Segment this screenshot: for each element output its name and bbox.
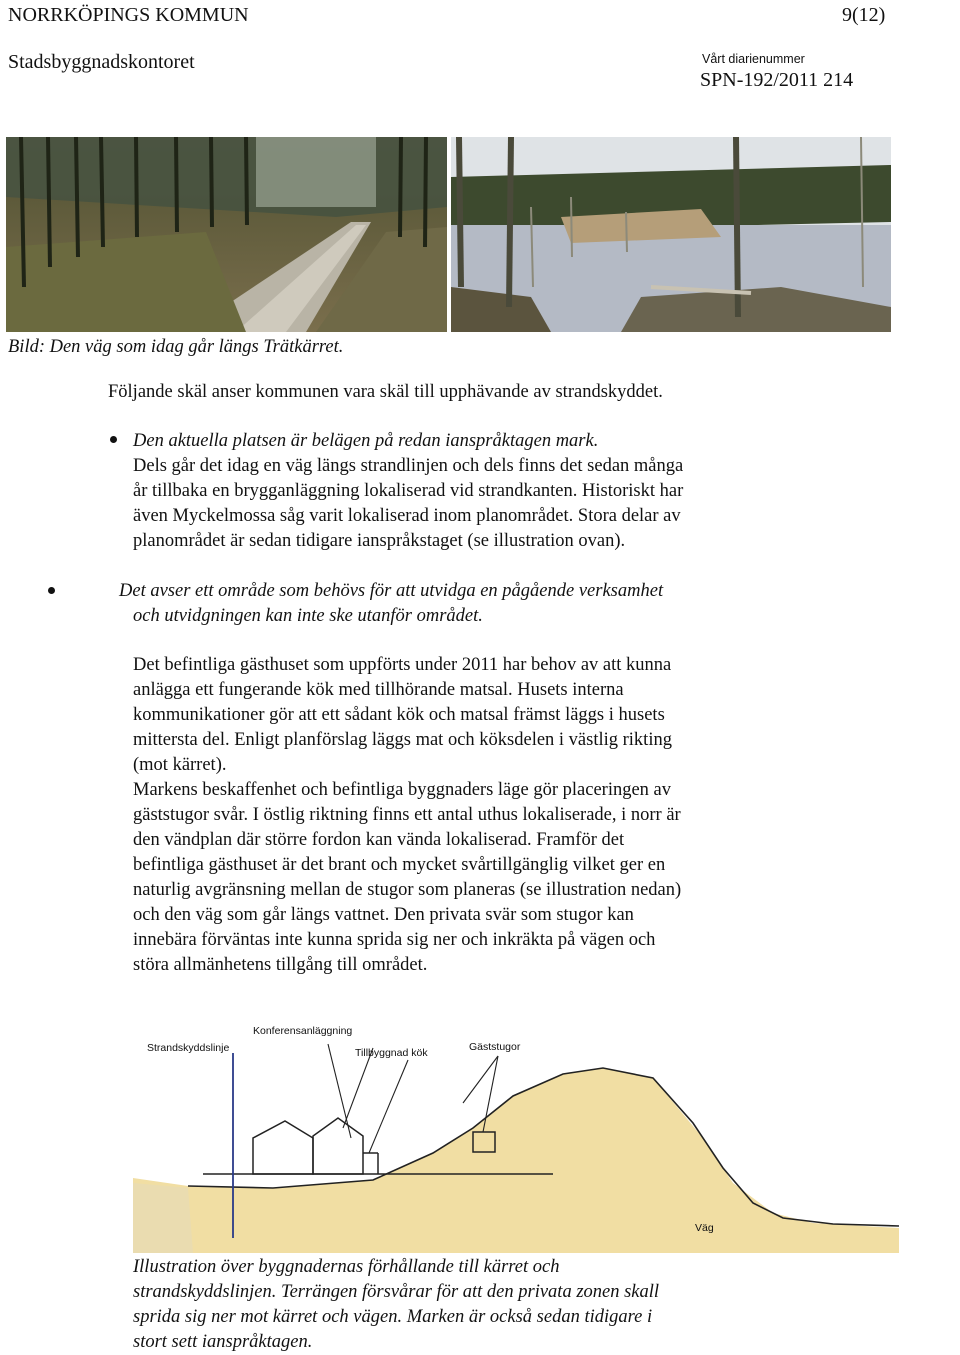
label-vag: Väg — [695, 1222, 714, 1234]
forest-road-photo — [6, 137, 447, 332]
org-name: NORRKÖPINGS KOMMUN — [8, 4, 249, 26]
paragraph-line: anlägga ett fungerande kök med tillhörande matsal. Husets interna — [133, 680, 624, 700]
bullet-dot-2 — [48, 587, 55, 594]
page-number: 9(12) — [842, 4, 886, 26]
bullet2-heading-line1: Det avser ett område som behövs för att utvidga en pågående verksamhet — [119, 581, 664, 601]
intro-text: Följande skäl anser kommunen vara skäl till upphävande av strandskyddet. — [108, 382, 663, 402]
illustration-caption — [133, 1255, 833, 1355]
label-strandskyddslinje: Strandskyddslinje — [147, 1042, 230, 1054]
caption-line: stort sett ianspråktagen. — [133, 1332, 313, 1352]
paragraph-line: (mot kärret). — [133, 755, 227, 775]
caption-line: sprida sig ner mot kärret och vägen. Marken är också sedan tidigare i — [133, 1307, 653, 1327]
reference-label: Vårt diarienummer — [702, 52, 805, 66]
paragraph-line: befintliga gästhuset är det brant och mycket svårtillgänglig vilket ger en — [133, 855, 666, 875]
illustration-svg — [133, 978, 899, 1253]
paragraph-line: störa allmänhetens tillgång till området. — [133, 955, 428, 975]
paragraph-line: den vändplan där större fordon kan vända lokaliserad. Framför det — [133, 830, 625, 850]
paragraph-line: innebära förväntas inte kunna sprida sig ner och inkräkta på vägen och — [133, 930, 656, 950]
paragraph-line: Det befintliga gästhuset som uppförts under 2011 har behov av att kunna — [133, 655, 672, 675]
bullet1-line: år tillbaka en brygganläggning lokaliserad vid strandkanten. Historiskt har — [133, 481, 684, 501]
paragraph-line: mittersta del. Enligt planförslag läggs mat och köksdelen i västlig rikting — [133, 730, 672, 750]
caption-line: Illustration över byggnadernas förhållande till kärret och — [133, 1257, 560, 1277]
paragraph-line: och den väg som går längs vattnet. Den privata svär som stugor kan — [133, 905, 634, 925]
photo-caption: Bild: Den väg som idag går längs Trätkärret. — [8, 337, 344, 357]
bullet1-line: Dels går det idag en väg längs strandlinjen och dels finns det sedan många — [133, 456, 684, 476]
lake-photo — [451, 137, 891, 332]
bullet1-line: även Myckelmossa såg varit lokaliserad inom planområdet. Stora delar av — [133, 506, 681, 526]
department: Stadsbyggnadskontoret — [8, 51, 195, 73]
terrain-fill — [133, 1068, 899, 1253]
caption-line: strandskyddslinjen. Terrängen försvårar för att den privata zonen skall — [133, 1282, 660, 1302]
section-illustration — [133, 978, 899, 1253]
label-gaststugor: Gäststugor — [469, 1041, 521, 1053]
bullet1-line: planområdet är sedan tidigare ianspråkstaget (se illustration ovan). — [133, 531, 626, 551]
bullet1-body — [133, 454, 813, 554]
marsh-water — [133, 1183, 193, 1253]
main-paragraph — [133, 653, 813, 978]
paragraph-line: kommunikationer gör att ett sådant kök och matsal främst läggs i husets — [133, 705, 665, 725]
reference-number: SPN-192/2011 214 — [700, 69, 854, 91]
paragraph-line: Markens beskaffenhet och befintliga byggnaders läge gör placeringen av — [133, 780, 672, 800]
paragraph-line: naturlig avgränsning mellan de stugor som planeras (se illustration nedan) — [133, 880, 682, 900]
label-kok: Tillbyggnad kök — [355, 1047, 428, 1059]
bullet1-heading: Den aktuella platsen är belägen på redan ianspråktagen mark. — [133, 431, 599, 451]
bullet2-heading-line2: och utvidgningen kan inte ske utanför området. — [133, 606, 483, 626]
bullet-dot-1 — [110, 436, 117, 443]
label-konferens: Konferensanläggning — [253, 1025, 353, 1037]
paragraph-line: gäststugor svår. I östlig riktning finns ett antal uthus lokaliserade, i norr är — [133, 805, 681, 825]
